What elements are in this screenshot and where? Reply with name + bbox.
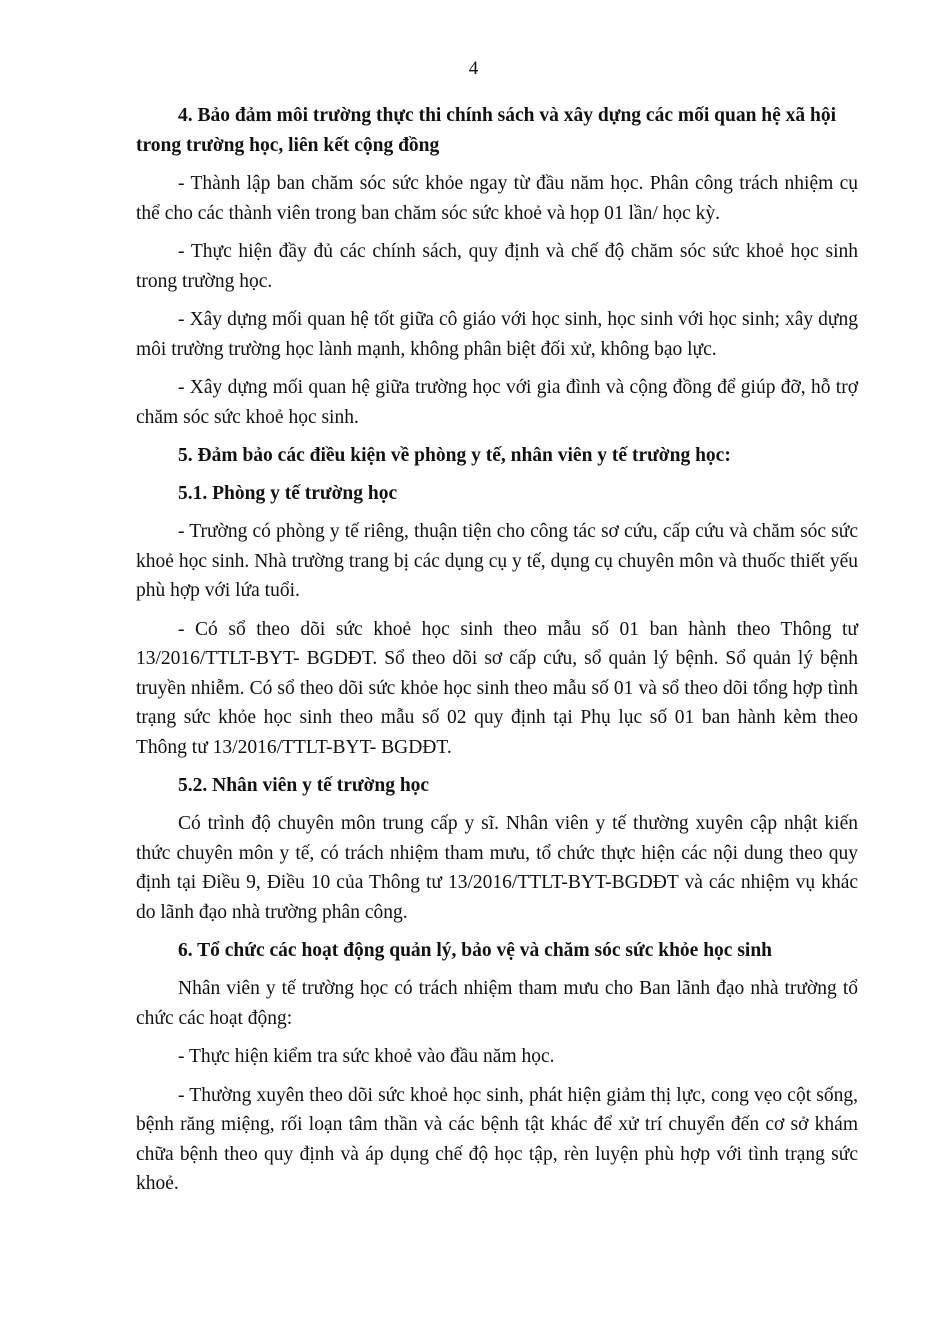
page-number: 4 [468,58,479,79]
subsection-heading-5-1: 5.1. Phòng y tế trường học [178,483,398,504]
paragraph: - Thực hiện đầy đủ các chính sách, quy định và chế độ chăm sóc sức khoẻ học sinh trong trường học. [136,241,858,292]
paragraph: - Xây dựng mối quan hệ giữa trường học với gia đình và cộng đồng để giúp đỡ, hỗ trợ chăm sóc sức khoẻ học sinh. [136,377,858,428]
section-heading-6: 6. Tổ chức các hoạt động quản lý, bảo vệ và chăm sóc sức khỏe học sinh [178,940,773,961]
paragraph: - Thực hiện kiểm tra sức khoẻ vào đầu năm học. [178,1046,555,1067]
section-heading-5: 5. Đảm bảo các điều kiện về phòng y tế, nhân viên y tế trường học: [178,445,731,466]
document-body [136,101,858,1208]
paragraph: Nhân viên y tế trường học có trách nhiệm tham mưu cho Ban lãnh đạo nhà trường tổ chức các hoạt động: [136,978,858,1029]
paragraph: - Xây dựng mối quan hệ tốt giữa cô giáo với học sinh, học sinh với học sinh; xây dựng môi trường trường học lành mạnh, không phân biệt đối xử, không bạo lực. [136,309,858,360]
paragraph: - Trường có phòng y tế riêng, thuận tiện cho công tác sơ cứu, cấp cứu và chăm sóc sức khoẻ học sinh. Nhà trường trang bị các dụng cụ y tế, dụng cụ chuyên môn và thuốc thiết yếu phù hợp với lứa tuổi. [136,521,858,601]
paragraph: - Thành lập ban chăm sóc sức khỏe ngay từ đầu năm học. Phân công trách nhiệm cụ thể cho các thành viên trong ban chăm sóc sức khoẻ và họp 01 lần/ học kỳ. [136,173,858,224]
paragraph: - Có sổ theo dõi sức khoẻ học sinh theo mẫu số 01 ban hành theo Thông tư 13/2016/TTLT-BYT- BGDĐT. Sổ theo dõi sơ cấp cứu, sổ quản lý bệnh. Sổ quản lý bệnh truyền nhiễm. Có sổ theo dõi sức khỏe học sinh theo mẫu số 01 và sổ theo dõi tổng hợp tình trạng sức khỏe học sinh theo mẫu số 02 quy định tại Phụ lục số 01 ban hành kèm theo Thông tư 13/2016/TTLT-BYT- BGDĐT. [136,618,858,758]
subsection-heading-5-2: 5.2. Nhân viên y tế trường học [178,775,430,796]
section-heading-4: 4. Bảo đảm môi trường thực thi chính sách và xây dựng các mối quan hệ xã hội trong trường học, liên kết cộng đồng [136,105,837,156]
paragraph: - Thường xuyên theo dõi sức khoẻ học sinh, phát hiện giảm thị lực, cong vẹo cột sống, bệnh răng miệng, rối loạn tâm thần và các bệnh tật khác để xử trí chuyển đến cơ sở khám chữa bệnh theo quy định và áp dụng chế độ học tập, rèn luyện phù hợp với tình trạng sức khoẻ. [136,1084,858,1194]
paragraph: Có trình độ chuyên môn trung cấp y sĩ. Nhân viên y tế thường xuyên cập nhật kiến thức chuyên môn y tế, có trách nhiệm tham mưu, tổ chức thực hiện các nội dung theo quy định tại Điều 9, Điều 10 của Thông tư 13/2016/TTLT-BYT-BGDĐT và các nhiệm vụ khác do lãnh đạo nhà trường phân công. [136,813,858,923]
